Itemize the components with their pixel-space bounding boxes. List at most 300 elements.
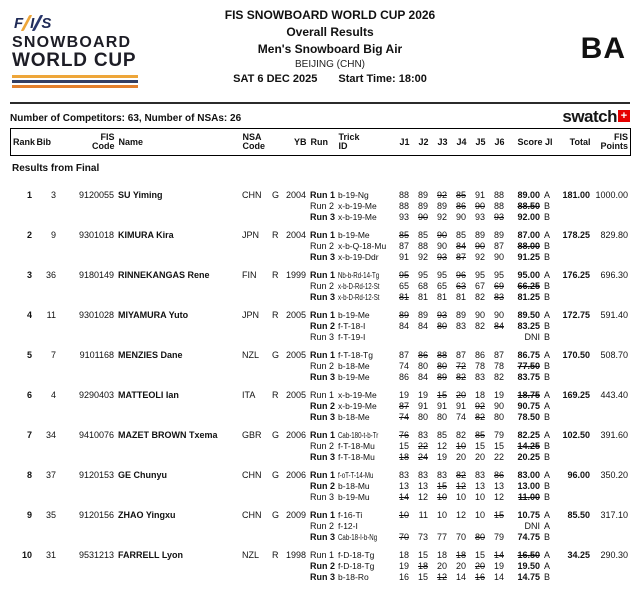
judge-score-cell: 16 [474,572,485,582]
yb-cell [282,332,308,343]
total-cell [554,561,592,572]
total-cell [554,281,592,292]
nsa-code-cell: CHN [242,470,262,480]
trick-id: b-19-Me [338,372,370,382]
judge-score-cell: 85 [455,230,466,240]
rank-cell [10,401,34,412]
name-cell [116,292,240,303]
judge-score-cell: 12 [417,492,428,502]
run-label-cell: Run 1 [310,190,336,200]
fis-points-cell [592,441,630,452]
name-cell [116,572,240,583]
judge-score-cell: 90 [417,212,428,222]
bib-cell [34,572,58,583]
judge-score-cell: 19 [398,390,409,400]
judge-score-cell: 82 [474,321,485,331]
run-label-cell: Run 1 [310,470,336,480]
col-name: Name [118,136,144,147]
fis-code-cell [58,292,116,303]
fis-points-cell [592,241,630,252]
fis-code-cell [58,201,116,212]
yb-cell: 2004 [285,230,306,240]
run-label-cell: Run 3 [310,292,336,302]
group-cell [270,441,282,452]
judge-score-cell: 95 [417,270,428,280]
total-cell: 102.50 [562,430,590,440]
result-run-row [10,401,630,412]
fis-points-cell: 350.20 [600,470,628,480]
score-jl-cell: 19.50 [517,561,540,571]
rank-cell [10,372,34,383]
rank-cell [10,481,34,492]
rank-cell: 10 [21,550,32,560]
group-cell [270,201,282,212]
bib-cell [34,452,58,463]
judge-score-cell: 86 [398,372,409,382]
yb-cell [282,212,308,223]
judge-score-cell: 77 [436,532,447,542]
score-jl-cell: 74.75 [517,532,540,542]
bib-cell [34,372,58,383]
judge-score-cell: 15 [436,390,447,400]
judge-score-cell: 89 [474,230,485,240]
score-jl-cell: 82.25 [517,430,540,440]
total-cell [554,572,592,583]
judge-score-cell: 86 [474,350,485,360]
col-nsa-code-line1: NSA [242,132,262,142]
judge-score-cell: 14 [493,550,504,560]
judge-score-cell: 88 [493,201,504,211]
score-jl-cell: 90.75 [517,401,540,411]
result-run-row [10,463,630,481]
judge-score-cell: 18 [398,550,409,560]
score-letter-cell: B [544,201,551,211]
judge-score-cell: 74 [455,412,466,422]
judge-score-cell: 19 [436,452,447,462]
judge-score-cell: 95 [436,270,447,280]
judge-score-cell: 92 [417,252,428,262]
bib-cell [34,252,58,263]
nsa-code-cell [240,481,270,492]
judge-score-cell: 12 [455,510,466,520]
fis-points-cell [592,332,630,343]
results-body [10,183,630,583]
fis-code-cell [58,481,116,492]
event-title: FIS SNOWBOARD WORLD CUP 2026 [224,8,436,22]
trick-id: b-18-Mu [338,481,370,491]
judge-score-cell: 15 [398,441,409,451]
rank-cell [10,521,34,532]
rank-cell [10,292,34,303]
trick-id-cell [336,223,392,241]
col-rank: Rank [13,136,36,147]
judge-score-cell: 76 [398,430,409,440]
trick-id: f-T-18-Mu [338,441,375,451]
col-score-jl: Score Jl [517,136,553,147]
result-run-row [10,183,630,201]
group-cell [270,572,282,583]
judge-score-cell: 90 [474,310,485,320]
competitors-count-text: Number of Competitors: 63, Number of NSAs: 26 [10,113,242,124]
judge-score-cell: 95 [398,270,409,280]
judge-score-cell: 14 [455,572,466,582]
total-cell: 85.50 [567,510,590,520]
judge-score-cell: 91 [474,190,485,200]
swiss-cross-icon: + [618,110,630,122]
score-jl-cell: 66.25 [517,281,540,291]
total-cell [554,481,592,492]
trick-id: f-16-Ti [338,510,363,520]
nsa-code-cell [240,412,270,423]
event-code-badge: BA [580,32,626,65]
group-cell [270,372,282,383]
judge-score-cell [392,521,411,532]
col-j3: J3 [437,136,448,147]
rank-cell: 1 [26,190,32,200]
logo-snowboard-text: SNOWBOARD [12,34,132,51]
trick-id-cell [336,321,392,332]
judge-score-cell: 84 [398,321,409,331]
trick-id-cell [336,412,392,423]
judge-score-cell: 95 [474,270,485,280]
group-cell [270,452,282,463]
score-letter-cell: B [544,252,551,262]
score-letter-cell: B [544,481,551,491]
judge-score-cell: 82 [474,412,485,422]
trick-id-cell [336,263,392,281]
judge-score-cell: 85 [398,230,409,240]
trick-id: x-b-D-Rd-12-St [338,292,380,302]
judge-score-cell: 87 [455,252,466,262]
fis-points-cell [592,481,630,492]
score-jl-cell: 14.75 [517,572,540,582]
bib-cell [34,281,58,292]
score-jl-cell: 10.75 [517,510,540,520]
score-letter-cell: B [544,372,551,382]
judge-score-cell: 20 [474,452,485,462]
col-fis-points-line1: FIS [613,132,628,142]
name-cell: FARRELL Lyon [118,550,183,560]
yb-cell: 2005 [285,350,306,360]
result-run-row [10,343,630,361]
group-cell: G [272,510,280,520]
trick-id: f-D-18-Tg [338,550,375,560]
score-letter-cell: B [544,241,551,251]
trick-id: x-b-D-Rd-12-St [338,281,380,291]
score-jl-cell: 11.00 [517,492,540,502]
judge-score-cell: 67 [474,281,485,291]
nsa-code-cell [240,572,270,583]
fis-code-cell [58,252,116,263]
total-cell: 169.25 [562,390,590,400]
run-label-cell: Run 2 [310,241,335,251]
yb-cell [282,452,308,463]
group-cell [270,401,282,412]
score-letter-cell: A [544,270,551,280]
bib-cell: 7 [50,350,56,360]
judge-score-cell: 87 [493,241,504,251]
nsa-code-cell: GBR [242,430,262,440]
judge-score-cell: 83 [493,292,504,302]
score-letter-cell: B [544,572,551,582]
fis-points-cell: 290.30 [600,550,628,560]
judge-score-cell [411,332,430,343]
nsa-code-cell: NZL [242,350,260,360]
judge-score-cell: 82 [474,292,485,302]
trick-id: x-b-Q-18-Mu [338,241,387,251]
judge-score-cell [487,332,506,343]
nsa-code-cell [240,361,270,372]
result-run-row [10,543,630,561]
bib-cell: 34 [45,430,56,440]
fis-points-cell [592,212,630,223]
total-cell [554,292,592,303]
judge-score-cell: 19 [398,561,409,571]
run-label-cell: Run 3 [310,252,336,262]
yb-cell [282,532,308,543]
bib-cell [34,401,58,412]
yb-cell [282,572,308,583]
score-jl-cell: 83.75 [517,372,540,382]
fis-code-cell: 9101168 [79,350,114,360]
total-cell [554,521,592,532]
trick-id-cell [336,303,392,321]
rank-cell [10,281,34,292]
fis-logo-letter: S [41,14,52,32]
nsa-code-cell [240,532,270,543]
nsa-code-cell [240,492,270,503]
total-cell [554,361,592,372]
result-run-row [10,412,630,423]
judge-score-cell: 93 [474,212,485,222]
score-letter-cell: A [544,390,551,400]
judge-score-cell: 15 [493,510,504,520]
trick-id-cell [336,543,392,561]
yb-cell [282,292,308,303]
fis-code-cell [58,412,116,423]
judge-score-cell: 88 [417,241,428,251]
name-cell [116,532,240,543]
rank-cell [10,572,34,583]
run-label-cell: Run 3 [310,412,336,422]
group-cell [270,492,282,503]
fis-code-cell: 9120156 [78,510,114,520]
judge-score-cell: 20 [474,561,485,571]
score-letter-cell: B [544,292,551,302]
nsa-code-cell: FIN [242,270,257,280]
score-jl-cell: 16.50 [517,550,540,560]
judge-score-cell: 83 [417,430,428,440]
judge-score-cell: 88 [398,201,409,211]
score-letter-cell: A [544,310,551,320]
judge-score-cell: 83 [474,372,485,382]
judge-score-cell: 10 [474,492,485,502]
trick-id-cell [336,441,392,452]
trick-id: b-19-Me [338,310,370,320]
judge-score-cell: 13 [417,481,428,491]
run-label-cell: Run 2 [310,361,335,371]
judge-score-cell: 89 [493,230,504,240]
judge-score-cell: 20 [455,452,466,462]
run-label-cell: Run 2 [310,201,335,211]
rank-cell [10,561,34,572]
result-run-row [10,252,630,263]
judge-score-cell: 86 [493,470,504,480]
nsa-code-cell: CHN [242,510,262,520]
fis-code-cell: 9290403 [78,390,114,400]
judge-score-cell: 87 [398,350,409,360]
trick-id-cell [336,521,392,532]
score-jl-cell: 95.00 [517,270,540,280]
judge-score-cell: 85 [436,430,447,440]
bib-cell [34,321,58,332]
judge-score-cell: 70 [398,532,409,542]
judge-score-cell: 81 [455,292,466,302]
trick-id-cell [336,532,392,543]
bib-cell: 35 [45,510,56,520]
results-table [10,183,630,583]
score-letter-cell: A [544,190,551,200]
score-letter-cell: A [544,350,551,360]
judge-score-cell: 85 [474,430,485,440]
score-jl-cell: 88.00 [517,241,540,251]
run-label-cell: Run 1 [310,230,336,240]
judge-score-cell [449,521,468,532]
rank-cell [10,412,34,423]
score-jl-cell: 81.25 [517,292,540,302]
group-cell: R [272,310,279,320]
score-jl-cell: 91.25 [517,252,540,262]
judge-score-cell: 20 [436,561,447,571]
result-run-row [10,481,630,492]
column-header-row [11,129,631,156]
judge-score-cell: 91 [398,252,409,262]
nsa-code-cell [240,452,270,463]
judge-score-cell: 87 [455,350,466,360]
score-letter-cell: B [544,412,551,422]
fis-logo-letter: F [14,14,24,32]
judge-score-cell: 24 [417,452,428,462]
score-jl-cell: 92.00 [517,212,540,222]
judge-score-cell: 90 [474,241,485,251]
total-cell [554,401,592,412]
trick-id: f-T-19-I [338,332,366,342]
judge-score-cell: 15 [417,550,428,560]
result-run-row [10,492,630,503]
judge-score-cell: 89 [436,201,447,211]
trick-id-cell [336,503,392,521]
judge-score-cell: 18 [474,390,485,400]
run-label-cell: Run 2 [310,321,336,331]
trick-id: b-18-Ro [338,572,369,582]
yb-cell [282,361,308,372]
rank-cell: 7 [26,430,32,440]
fis-code-cell [58,532,116,543]
name-cell [116,281,240,292]
run-label-cell: Run 3 [310,372,336,382]
bib-cell: 36 [45,270,56,280]
name-cell: ZHAO Yingxu [118,510,176,520]
page-header [10,6,630,100]
run-label-cell: Run 3 [310,492,335,502]
name-cell [116,452,240,463]
bib-cell: 3 [50,190,56,200]
judge-score-cell [468,521,487,532]
trick-id: b-18-Me [338,412,370,422]
judge-score-cell: 82 [455,430,466,440]
total-cell [554,321,592,332]
fis-code-cell: 9301018 [78,230,114,240]
col-nsa-code-line2: Code [242,141,265,151]
bib-cell [34,241,58,252]
name-cell [116,201,240,212]
judge-score-cell: 12 [436,441,447,451]
fis-code-cell [58,492,116,503]
nsa-code-cell [240,292,270,303]
run-label-cell: Run 1 [310,270,336,280]
judge-score-cell: 18 [436,550,447,560]
result-run-row [10,532,630,543]
name-cell: RINNEKANGAS Rene [118,270,210,280]
rank-cell [10,252,34,263]
col-j4: J4 [456,136,467,147]
logo-stripes [12,75,138,88]
yb-cell [282,561,308,572]
fis-points-cell [592,252,630,263]
judge-score-cell: 87 [398,241,409,251]
bib-cell [34,441,58,452]
rank-cell [10,532,34,543]
name-cell: MIYAMURA Yuto [118,310,189,320]
event-start-time: Start Time: 18:00 [338,73,427,85]
result-run-row [10,383,630,401]
run-label-cell: Run 2 [310,441,335,451]
total-cell: 172.75 [562,310,590,320]
score-letter-cell: B [544,332,551,342]
fis-code-cell: 9180149 [78,270,114,280]
group-cell: R [272,270,279,280]
rank-cell: 4 [26,310,32,320]
score-letter-cell: A [544,230,551,240]
fis-snowboard-worldcup-logo [12,14,146,90]
judge-score-cell: 87 [493,350,504,360]
rank-cell: 8 [26,470,32,480]
trick-id-cell [336,332,392,343]
judge-score-cell: 78 [474,361,485,371]
bib-cell [34,332,58,343]
nsa-code-cell [240,332,270,343]
judge-score-cell: 63 [455,281,466,291]
trick-id-cell [336,183,392,201]
total-cell: 34.25 [567,550,590,560]
trick-id-cell [336,281,392,292]
fis-code-cell [58,372,116,383]
judge-score-cell: 81 [436,292,447,302]
rank-cell [10,452,34,463]
name-cell [116,372,240,383]
result-run-row [10,201,630,212]
results-header-table [10,128,631,156]
judge-score-cell: 93 [436,310,447,320]
rank-cell [10,492,34,503]
fis-points-cell [592,201,630,212]
trick-id-cell [336,292,392,303]
nsa-code-cell: NZL [242,550,260,560]
judge-score-cell: 10 [436,492,447,502]
col-fis-code-line2: Code [92,141,115,151]
trick-id: b-19-Mu [338,492,370,502]
judge-score-cell: 79 [493,430,504,440]
